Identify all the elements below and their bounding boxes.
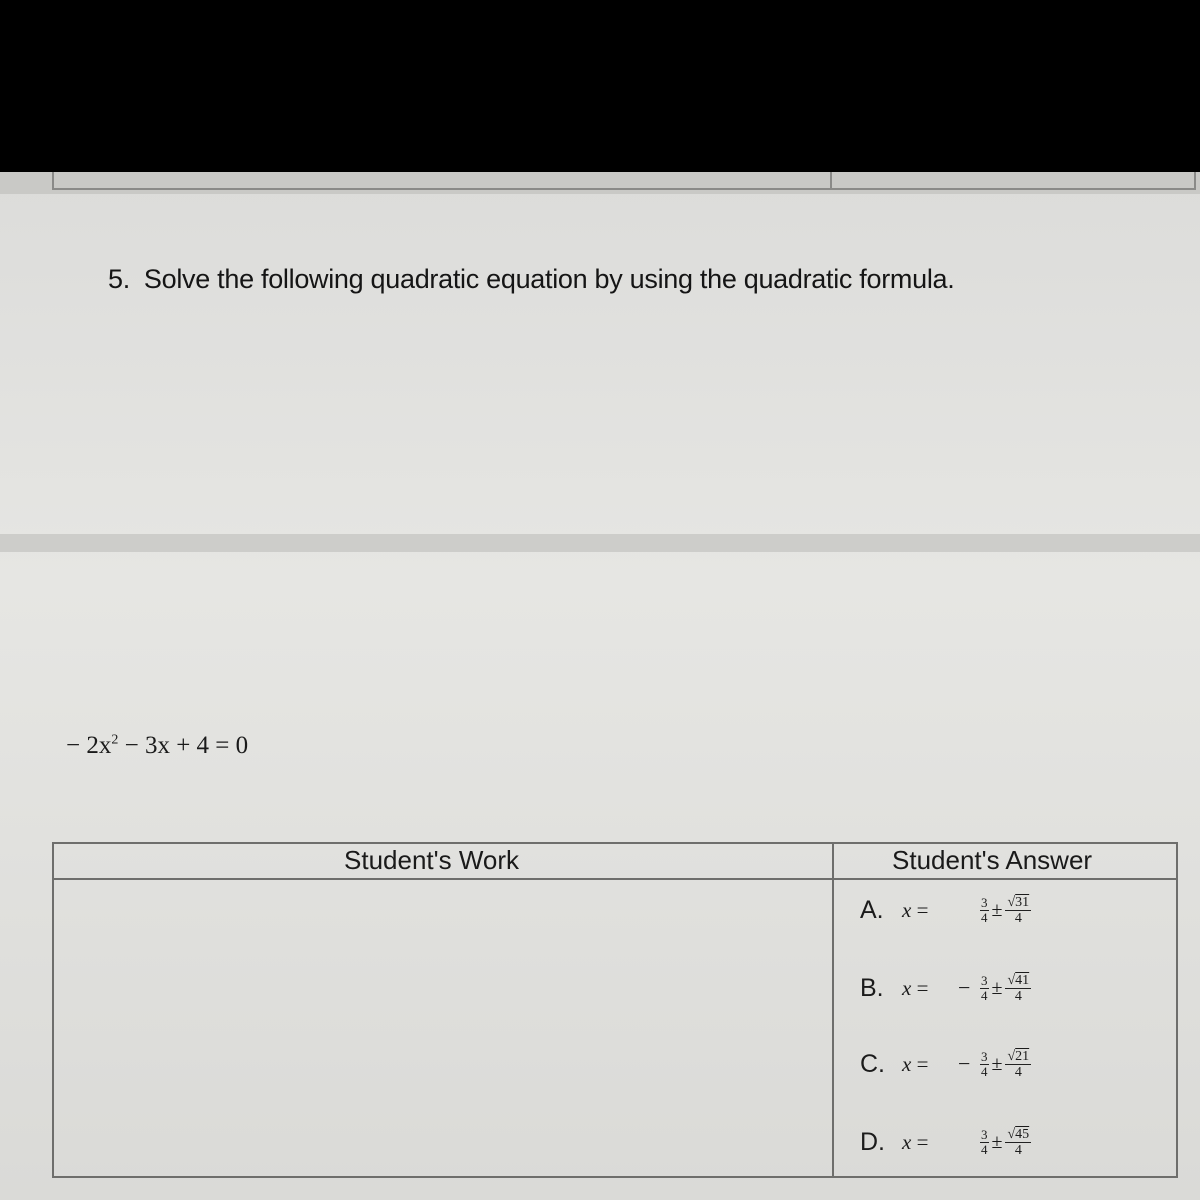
choice-variable: x = — [902, 1051, 929, 1076]
quadratic-equation — [66, 732, 248, 760]
question-text: Solve the following quadratic equation by using the quadratic formula. — [143, 264, 955, 294]
document-page — [0, 172, 1200, 1200]
header-students-answer: Student's Answer — [892, 845, 1093, 875]
previous-table-edge — [52, 172, 1196, 190]
choice-sign: − — [958, 975, 971, 1000]
choice-letter: A. — [860, 895, 884, 924]
answer-choice-b[interactable] — [860, 968, 1031, 1008]
answer-table — [52, 842, 1178, 1178]
choice-variable: x = — [902, 1129, 929, 1154]
choice-letter: C. — [860, 1049, 885, 1078]
table-header-row — [54, 844, 1176, 880]
choice-radical-fraction: $\frac{√41}{4}$ — [1007, 972, 1030, 1004]
choice-fraction: $\frac{3}{4}$ — [981, 1126, 988, 1157]
choice-fraction: $\frac{3}{4}$ — [981, 972, 988, 1003]
choice-radical-fraction: $\frac{√45}{4}$ — [1007, 1126, 1030, 1158]
answer-choice-d[interactable] — [860, 1122, 1031, 1162]
plus-minus-sign: ± — [991, 976, 1003, 999]
choice-sign: − — [958, 1051, 971, 1076]
choice-radical-fraction: $\frac{√31}{4}$ — [1007, 894, 1030, 926]
choice-letter: D. — [860, 1127, 885, 1156]
column-divider — [832, 844, 834, 1176]
plus-minus-sign: ± — [991, 898, 1003, 921]
choice-variable: x = — [902, 975, 929, 1000]
question-number: 5. — [108, 264, 130, 294]
equation-suffix: − 3x + 4 = 0 — [118, 732, 249, 759]
header-students-work: Student's Work — [344, 845, 520, 875]
plus-minus-sign: ± — [991, 1052, 1003, 1075]
answer-choice-a[interactable] — [860, 890, 1031, 930]
choice-variable: x = — [902, 897, 929, 922]
question-prompt — [108, 264, 954, 295]
plus-minus-sign: ± — [991, 1130, 1003, 1153]
answer-choice-c[interactable] — [860, 1044, 1031, 1084]
choice-fraction: $\frac{3}{4}$ — [981, 894, 988, 925]
equation-exponent: 2 — [111, 732, 119, 748]
previous-table-divider — [830, 172, 832, 190]
choice-radical-fraction: $\frac{√21}{4}$ — [1007, 1048, 1030, 1080]
students-work-area[interactable] — [54, 880, 832, 1176]
choice-letter: B. — [860, 973, 884, 1002]
section-band — [0, 534, 1200, 552]
choice-fraction: $\frac{3}{4}$ — [981, 1048, 988, 1079]
equation-prefix: − 2x — [66, 732, 112, 759]
